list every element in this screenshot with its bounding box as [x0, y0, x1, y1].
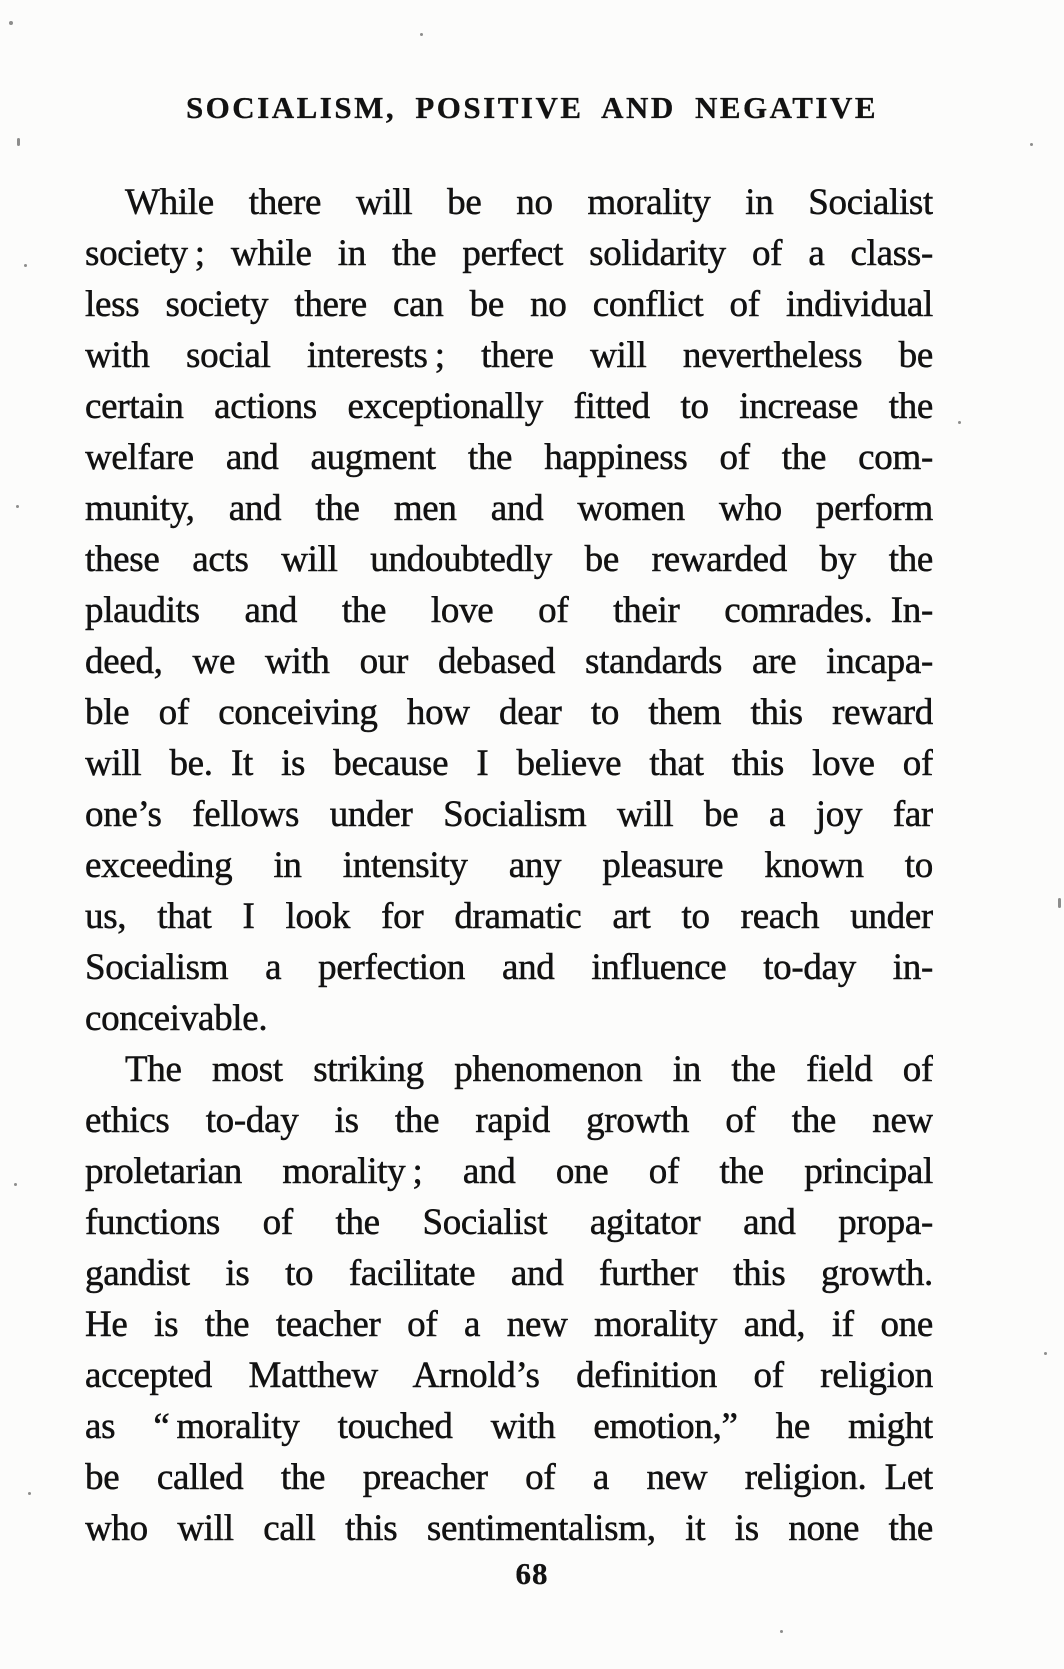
text-line: these acts will undoubtedly be rewarded by the — [85, 539, 933, 580]
page-number: 68 — [515, 1556, 549, 1591]
text-line: one’s fellows under Socialism will be a joy far — [85, 794, 933, 835]
scan-speck — [14, 1183, 17, 1186]
scan-speck — [28, 1492, 31, 1495]
text-line: deed, we with our debased standards are incapa- — [85, 641, 933, 682]
scan-speck — [17, 138, 20, 146]
text-line: less society there can be no conflict of individual — [85, 284, 933, 325]
scan-speck — [1044, 1352, 1047, 1355]
text-line: be called the preacher of a new religion. Let — [85, 1457, 933, 1498]
text-line: Socialism a perfection and influence to-day in- — [85, 947, 933, 988]
text-line: conceivable. — [85, 998, 268, 1039]
text-line: The most striking phenomenon in the field of — [125, 1049, 933, 1090]
text-line: accepted Matthew Arnold’s definition of religion — [85, 1355, 933, 1396]
text-line: us, that I look for dramatic art to reach under — [85, 896, 933, 937]
text-line: society ; while in the perfect solidarity of a class- — [85, 233, 933, 274]
text-block — [85, 177, 933, 1554]
text-line: ble of conceiving how dear to them this reward — [85, 692, 933, 733]
text-line: functions of the Socialist agitator and propa- — [85, 1202, 933, 1243]
scan-speck — [420, 33, 423, 36]
scan-speck — [780, 1630, 783, 1633]
text-line: certain actions exceptionally fitted to increase the — [85, 386, 933, 427]
text-line: will be. It is because I believe that this love of — [85, 743, 933, 784]
scan-speck — [1058, 898, 1061, 908]
scan-speck — [9, 21, 13, 25]
text-line: gandist is to facilitate and further this growth. — [85, 1253, 933, 1294]
text-line: While there will be no morality in Socialist — [125, 182, 933, 223]
text-line: He is the teacher of a new morality and, if one — [85, 1304, 933, 1345]
scan-speck — [1030, 143, 1033, 146]
scan-speck — [958, 421, 961, 424]
text-line: as “ morality touched with emotion,” he might — [85, 1406, 933, 1447]
text-line: with social interests ; there will nevertheless be — [85, 335, 933, 376]
text-line: ethics to-day is the rapid growth of the new — [85, 1100, 933, 1141]
text-line: plaudits and the love of their comrades. In- — [85, 590, 933, 631]
scan-speck — [24, 264, 27, 267]
text-line: welfare and augment the happiness of the com- — [85, 437, 933, 478]
scan-speck — [16, 505, 19, 508]
text-line: exceeding in intensity any pleasure known to — [85, 845, 933, 886]
text-line: proletarian morality ; and one of the principal — [85, 1151, 933, 1192]
running-head: SOCIALISM, POSITIVE AND NEGATIVE — [185, 90, 879, 125]
text-line: who will call this sentimentalism, it is none the — [85, 1508, 933, 1549]
text-line: munity, and the men and women who perform — [85, 488, 933, 529]
